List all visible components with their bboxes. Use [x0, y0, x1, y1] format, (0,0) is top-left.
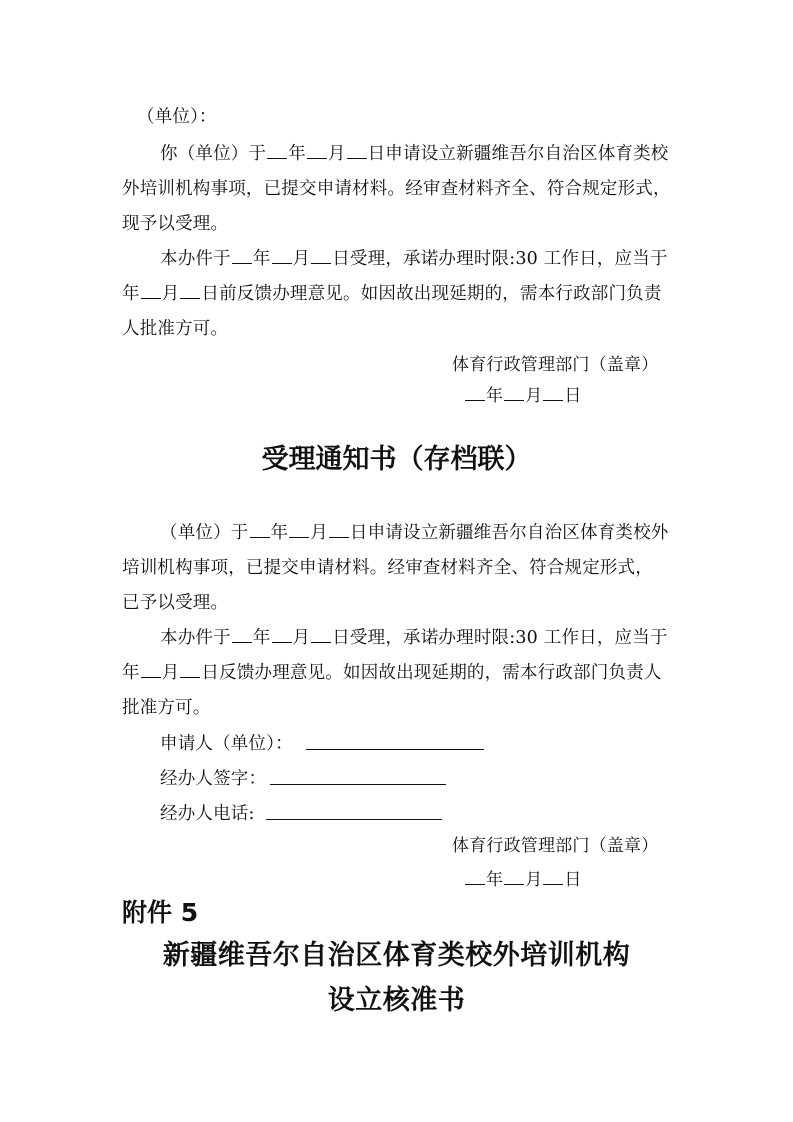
text-segment: 月 — [161, 284, 180, 304]
blank-underline — [180, 282, 200, 299]
text-segment: 年 — [122, 284, 140, 304]
annex-title-line1: 新疆维吾尔自治区体育类校外培训机构 — [162, 940, 631, 971]
applicant-para1-line1 — [160, 141, 669, 167]
text-segment: 年 — [270, 523, 289, 543]
text-segment: 日受理，承诺办理时限:30 工作日，应当于 — [332, 628, 668, 648]
blank-underline — [267, 142, 287, 159]
blank-underline — [329, 521, 349, 538]
text-segment: 月 — [292, 628, 311, 648]
applicant-unit-field[interactable] — [306, 749, 484, 750]
blank-underline — [465, 868, 485, 885]
blank-underline — [289, 521, 309, 538]
archive-signature: 体育行政管理部门（盖章） — [452, 836, 659, 856]
text-segment: 日反馈办理意见。如因故出现延期的，需本行政部门负责人 — [201, 663, 662, 683]
blank-underline — [543, 384, 563, 401]
archive-title: 受理通知书（存档联） — [261, 444, 532, 475]
blank-underline — [180, 661, 200, 678]
text-segment: 本办件于 — [160, 628, 231, 648]
annex-label: 附件 5 — [122, 898, 199, 927]
text-segment: 月 — [161, 663, 180, 683]
blank-underline — [347, 142, 367, 159]
applicant-unit-label: 申请人（单位）： — [160, 734, 293, 754]
blank-underline — [504, 384, 524, 401]
archive-para1-line2: 培训机构事项，已提交申请材料。经审查材料齐全、符合规定形式， — [122, 558, 653, 578]
text-segment: 本办件于 — [160, 249, 231, 269]
applicant-para2-line1 — [160, 246, 668, 272]
text-segment: 年 — [252, 249, 271, 269]
text-segment: 日 — [564, 870, 582, 890]
blank-underline — [232, 247, 252, 264]
text-segment: 月 — [525, 870, 543, 890]
blank-underline — [311, 247, 331, 264]
text-segment: 年 — [486, 870, 504, 890]
blank-underline — [141, 282, 161, 299]
archive-para1-line3: 已予以受理。 — [122, 593, 229, 613]
blank-underline — [543, 868, 563, 885]
text-segment: （单位）于 — [160, 523, 249, 543]
salutation: （单位）： — [137, 107, 217, 127]
text-segment: 日申请设立新疆维吾尔自治区体育类校 — [367, 144, 669, 164]
handler-signature-label: 经办人签字： — [160, 769, 267, 789]
applicant-para1-line3: 现予以受理。 — [122, 214, 229, 234]
archive-para1-line1 — [160, 520, 669, 546]
text-segment: 年 — [252, 628, 271, 648]
blank-underline — [465, 384, 485, 401]
blank-underline — [311, 626, 331, 643]
text-segment: 月 — [327, 144, 346, 164]
text-segment: 日 — [564, 386, 582, 406]
blank-underline — [504, 868, 524, 885]
text-segment: 日受理，承诺办理时限:30 工作日，应当于 — [332, 249, 668, 269]
text-segment: 月 — [310, 523, 328, 543]
text-segment: 月 — [292, 249, 311, 269]
text-segment: 年 — [122, 663, 140, 683]
archive-para2-line1 — [160, 625, 668, 651]
blank-underline — [272, 247, 292, 264]
text-segment: 年 — [486, 386, 504, 406]
applicant-para1-line2: 外培训机构事项，已提交申请材料。经审查材料齐全、符合规定形式， — [122, 179, 671, 199]
applicant-date — [464, 383, 582, 409]
applicant-signature: 体育行政管理部门（盖章） — [452, 355, 659, 375]
handler-signature-field[interactable] — [270, 784, 446, 785]
archive-para2-line2 — [122, 660, 662, 686]
blank-underline — [232, 626, 252, 643]
blank-underline — [250, 521, 270, 538]
text-segment: 日前反馈办理意见。如因故出现延期的，需本行政部门负责 — [201, 284, 662, 304]
applicant-para2-line3: 人批准方可。 — [122, 319, 229, 339]
archive-para2-line3: 批准方可。 — [122, 698, 211, 718]
text-segment: 年 — [288, 144, 306, 164]
text-segment: 你（单位）于 — [160, 144, 267, 164]
handler-phone-field[interactable] — [266, 819, 442, 820]
annex-title-line2: 设立核准书 — [327, 985, 466, 1016]
blank-underline — [272, 626, 292, 643]
blank-underline — [141, 661, 161, 678]
text-segment: 月 — [525, 386, 543, 406]
text-segment: 日申请设立新疆维吾尔自治区体育类校外 — [349, 523, 669, 543]
applicant-para2-line2 — [122, 281, 662, 307]
blank-underline — [307, 142, 327, 159]
handler-phone-label: 经办人电话: — [160, 804, 255, 824]
archive-date — [464, 867, 582, 893]
